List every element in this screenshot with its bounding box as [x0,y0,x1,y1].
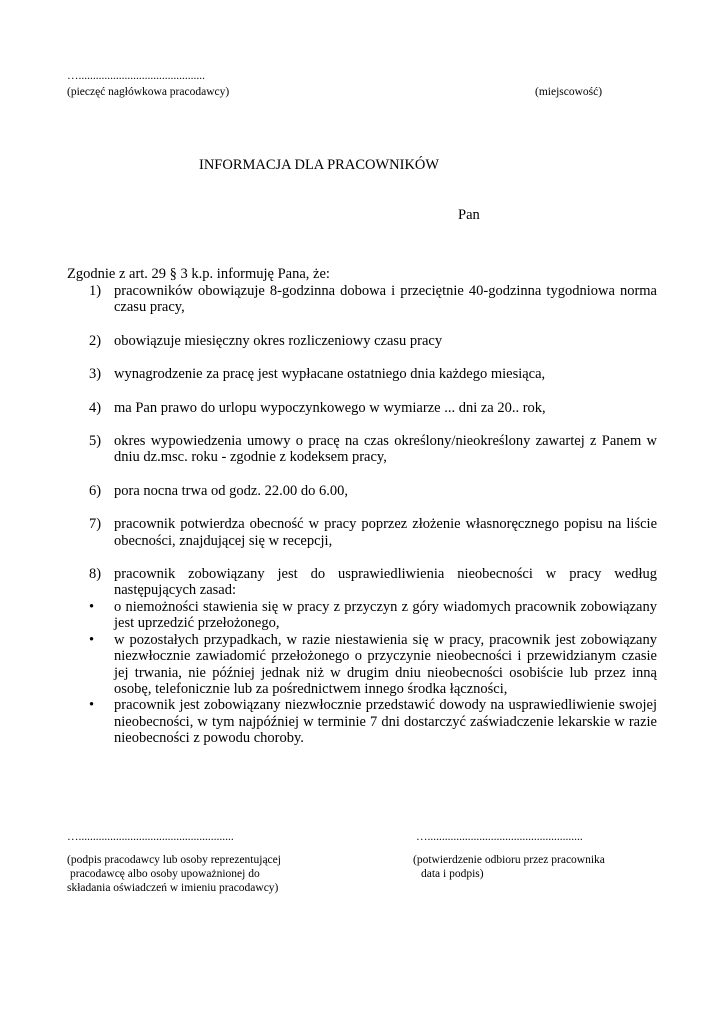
place-label: (miejscowość) [535,86,603,98]
item-number: 1) [89,283,102,299]
bullet-text: o niemożności stawienia się w pracy z przyczyn z góry wiadomych pracownik zobowiązany jest uprzedzić przełożonego, [114,598,657,632]
bullet-item [67,599,657,632]
document-title: INFORMACJA DLA PRACOWNIKÓW [199,157,440,173]
employer-signature-label-3: składania oświadczeń w imieniu pracodawcy) [67,882,279,894]
employee-signature-label-1: (potwierdzenie odbioru przez pracownika [413,854,605,866]
employer-signature-dots: …...................................................... [67,831,234,843]
stamp-dots: …............................................ [67,70,205,82]
stamp-label: (pieczęć nagłówkowa pracodawcy) [67,86,230,98]
item-number: 3) [89,366,102,383]
item-number: 6) [89,482,102,499]
item-text: pracowników obowiązuje 8-godzinna dobowa i przeciętnie 40-godzinna tygodniowa norma czasu pracy, [114,283,657,316]
item-number: 4) [89,399,102,416]
list-item [67,366,657,382]
item-number: 2) [89,332,102,349]
employer-signature-label-2: pracodawcę albo osoby upoważnionej do [70,868,260,880]
list-item [67,400,657,416]
item-number: 8) [89,566,102,583]
bullet-item [67,632,657,698]
item-text: wynagrodzenie za pracę jest wypłacane ostatniego dnia każdego miesiąca, [114,366,546,383]
list-item [67,433,657,466]
employee-signature-label-2: data i podpis) [421,868,484,880]
info-list [67,283,657,747]
item-text: pora nocna trwa od godz. 22.00 do 6.00, [114,482,348,499]
bullet-mark: • [89,631,95,648]
bullet-item [67,697,657,746]
item-number: 5) [89,433,102,450]
list-item [67,516,657,549]
list-item [67,283,657,316]
intro-text: Zgodnie z art. 29 § 3 k.p. informuję Pana, że: [67,266,330,282]
list-item [67,333,657,349]
item-text: pracownik potwierdza obecność w pracy poprzez złożenie własnoręcznego popisu na liście obecności, znajdującej się w recepcji, [114,516,657,549]
item-text: ma Pan prawo do urlopu wypoczynkowego w wymiarze ... dni za 20.. rok, [114,399,546,416]
item-text: obowiązuje miesięczny okres rozliczeniowy czasu pracy [114,332,443,349]
employee-signature-dots: …...................................................... [416,831,583,843]
item-text: pracownik zobowiązany jest do usprawiedliwienia nieobecności w pracy według następujących zasad: [114,566,657,599]
addressee: Pan [458,207,480,223]
list-item [67,566,657,599]
bullet-mark: • [89,697,95,714]
employer-signature-label-1: (podpis pracodawcy lub osoby reprezentującej [67,854,281,866]
bullet-text: w pozostałych przypadkach, w razie niestawienia się w pracy, pracownik jest zobowiązany niezwłocznie zawiadomić przełożonego o przyczynie nieobecności i przewidzianym czasie jej trwania, nie później jednak niż w drugim dniu nieobecności osobiście lub przez inną osobę, telefonicznie lub za pośrednictwem innego środka łączności, [114,631,657,697]
list-item [67,483,657,499]
item-text: okres wypowiedzenia umowy o pracę na czas określony/nieokreślony zawartej z Panem w dniu dz.msc. roku - zgodnie z kodeksem pracy, [114,433,657,466]
bullet-text: pracownik jest zobowiązany niezwłocznie przedstawić dowody na usprawiedliwienie swojej nieobecności, w tym najpóźniej w terminie 7 dni dostarczyć zaświadczenie lekarskie w razie nieobecności z powodu choroby. [114,697,657,747]
bullet-mark: • [89,598,95,615]
item-number: 7) [89,516,102,533]
